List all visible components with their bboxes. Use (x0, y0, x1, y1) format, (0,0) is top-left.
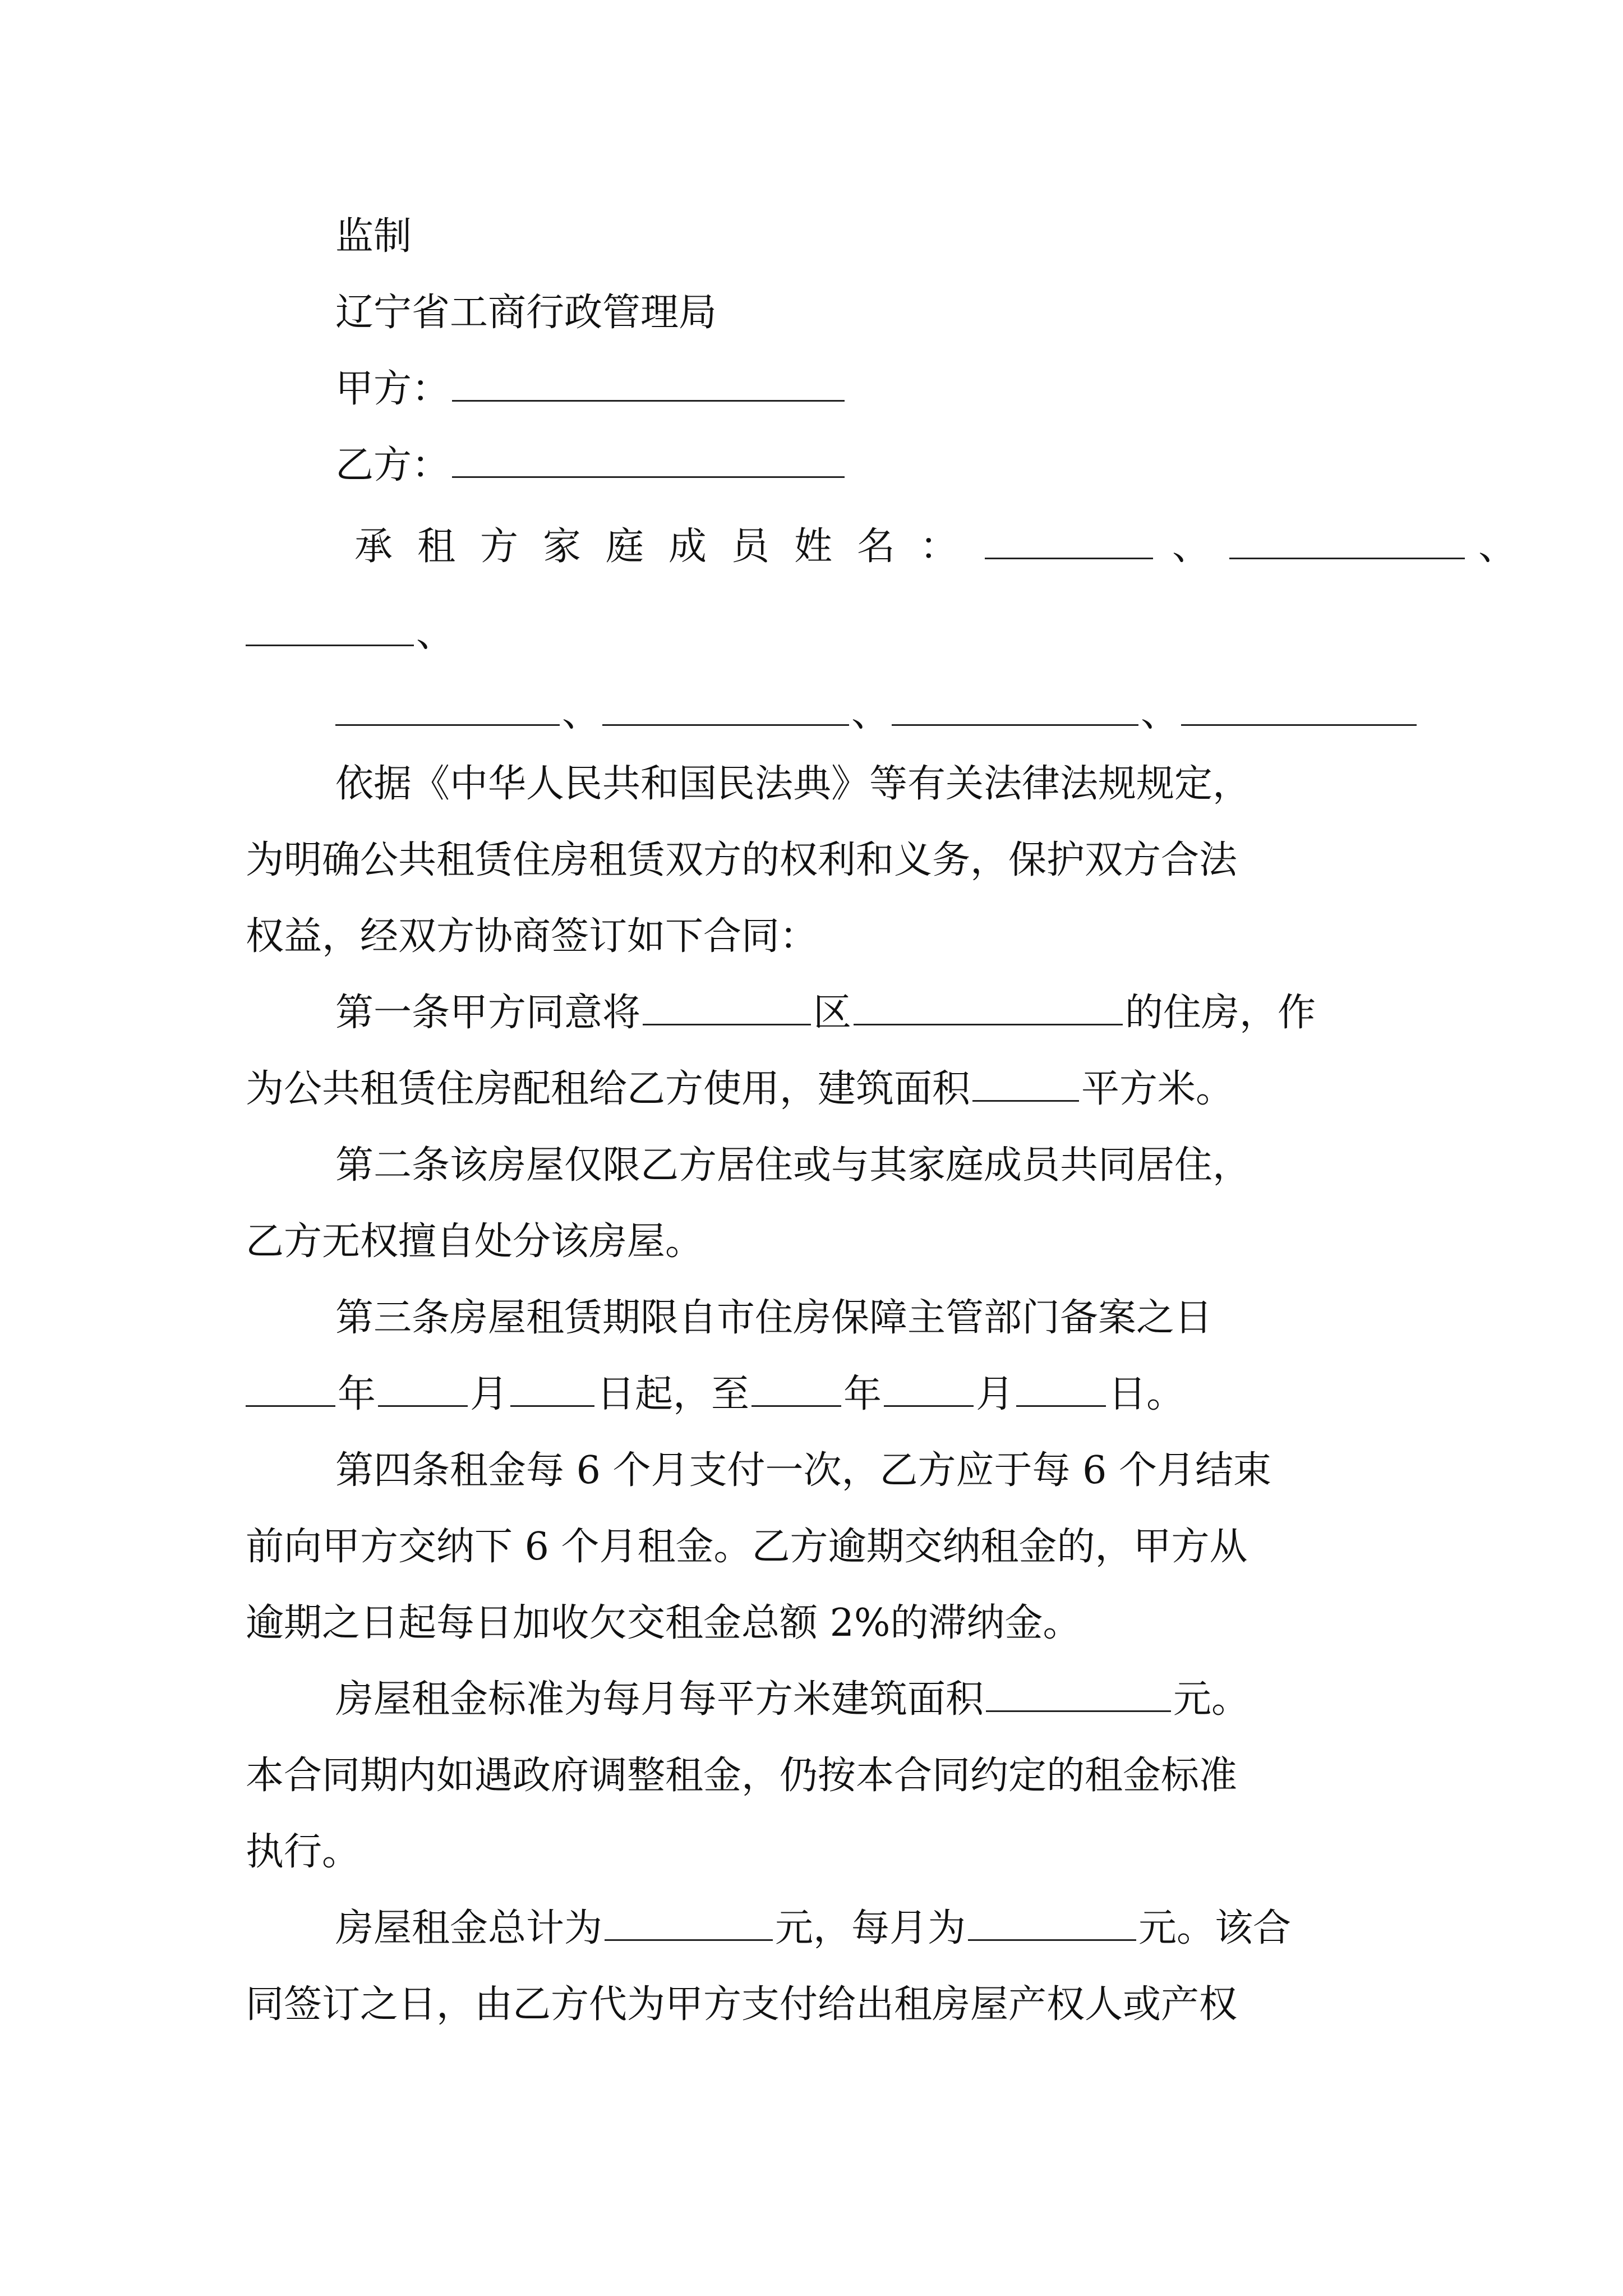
rent-total-line-2: 同签订之日，由乙方代为甲方支付给出租房屋产权人或产权 (246, 1982, 1238, 2027)
family-sep: 、 (1172, 524, 1211, 569)
article-1-text-b: 区 (813, 991, 852, 1035)
rent-standard-unit: 元。 (1173, 1677, 1250, 1722)
article-4-line-2: 前向甲方交纳下 6 个月租金。乙方逾期交纳租金的，甲方从 (246, 1525, 1248, 1569)
party-a-line (335, 361, 847, 417)
family-line-3 (335, 685, 1419, 742)
family-blank-5 (602, 689, 849, 726)
article-1-text-e: 平方米。 (1081, 1067, 1234, 1111)
month-label: 月 (470, 1372, 509, 1416)
article-1-line-2 (246, 1061, 1234, 1117)
article-1-text-c: 的住房，作 (1125, 991, 1316, 1035)
article-2-line-2: 乙方无权擅自处分该房屋。 (246, 1220, 704, 1264)
rent-total-line-1 (335, 1901, 1291, 1957)
end-day-blank (1016, 1370, 1106, 1407)
start-month-blank (378, 1370, 468, 1407)
family-line-2 (246, 606, 454, 662)
article-1-text-a: 第一条甲方同意将 (335, 991, 641, 1035)
end-year-blank (751, 1370, 841, 1407)
article-3-line-1: 第三条房屋租赁期限自市住房保障主管部门备案之日 (335, 1296, 1213, 1340)
family-blank-4 (335, 689, 560, 726)
party-a-blank (452, 365, 845, 402)
family-blank-3 (246, 610, 414, 646)
day-end-label: 日。 (1108, 1372, 1185, 1416)
family-sep: 、 (562, 691, 601, 735)
rent-standard-blank (986, 1676, 1171, 1712)
article-1-text-d: 为公共租赁住房配租给乙方使用，建筑面积 (246, 1067, 971, 1111)
preamble-line-3: 权益，经双方协商签订如下合同： (246, 914, 818, 959)
article-4-line-3: 逾期之日起每日加收欠交租金总额 2%的滞纳金。 (246, 1601, 1081, 1645)
article-3-line-2 (246, 1366, 1184, 1423)
article-4-line-1: 第四条租金每 6 个月支付一次，乙方应于每 6 个月结束 (335, 1448, 1271, 1493)
family-blank-2 (1229, 523, 1465, 559)
article-1-line-1 (335, 985, 1316, 1041)
family-blank-1 (985, 523, 1153, 559)
party-b-line (335, 438, 847, 494)
family-sep: 、 (1141, 691, 1179, 735)
family-sep: 、 (851, 691, 890, 735)
address-blank (854, 989, 1123, 1025)
rent-standard-text: 房屋租金标准为每月每平方米建筑面积 (335, 1677, 984, 1722)
year-label: 年 (843, 1372, 882, 1416)
issuer-label: 辽宁省工商行政管理局 (335, 291, 717, 335)
start-day-blank (510, 1370, 594, 1407)
end-month-blank (884, 1370, 974, 1407)
area-blank (972, 1065, 1079, 1102)
year-label: 年 (338, 1372, 376, 1416)
start-year-blank (246, 1370, 335, 1407)
supervise-label: 监制 (335, 214, 412, 259)
article-2-line-1: 第二条该房屋仅限乙方居住或与其家庭成员共同居住， (335, 1143, 1251, 1188)
rent-total-blank (605, 1904, 773, 1941)
rent-total-tail: 元。该合 (1138, 1906, 1292, 1950)
party-b-label: 乙方： (335, 443, 450, 487)
family-sep: 、 (416, 611, 455, 656)
rent-standard-line-2: 本合同期内如遇政府调整租金，仍按本合同约定的租金标准 (246, 1754, 1238, 1798)
party-b-blank (452, 441, 845, 478)
preamble-line-1: 依据《中华人民共和国民法典》等有关法律法规规定， (335, 762, 1251, 806)
day-from-label: 日起，至 (597, 1372, 750, 1416)
month-label: 月 (976, 1372, 1015, 1416)
family-blank-7 (1181, 689, 1417, 726)
district-blank (643, 989, 811, 1025)
family-sep: 、 (1478, 524, 1517, 569)
rent-standard-line-3: 执行。 (246, 1830, 361, 1874)
party-a-label: 甲方： (335, 367, 450, 411)
rent-standard-line-1 (335, 1672, 1249, 1728)
rent-monthly-text: 元，每月为 (775, 1906, 966, 1950)
family-line-1 (354, 519, 1516, 575)
family-blank-6 (892, 689, 1138, 726)
family-label: 承租方家庭成员姓名： (354, 524, 983, 569)
rent-monthly-blank (968, 1904, 1136, 1941)
rent-total-text: 房屋租金总计为 (335, 1906, 603, 1950)
preamble-line-2: 为明确公共租赁住房租赁双方的权利和义务，保护双方合法 (246, 838, 1238, 882)
